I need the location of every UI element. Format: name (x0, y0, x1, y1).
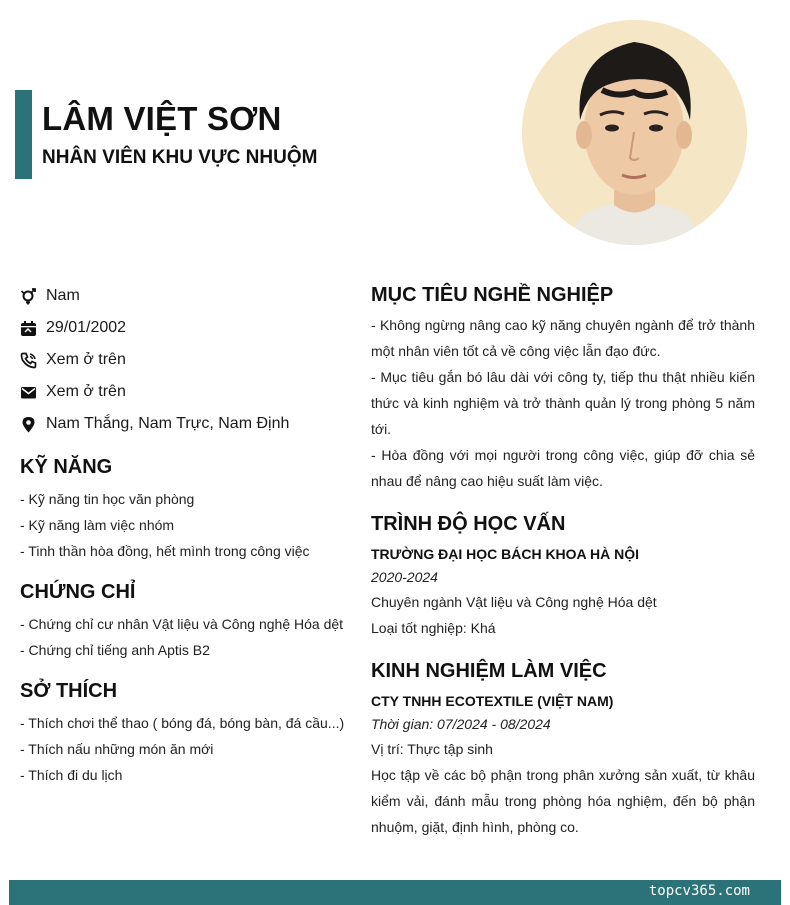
list-item: - Thích đi du lịch (20, 767, 123, 783)
education-grade: Loại tốt nghiệp: Khá (371, 620, 496, 636)
calendar-icon (20, 320, 37, 337)
location-icon (20, 416, 37, 433)
list-item: - Thích nấu những món ăn mới (20, 741, 214, 757)
header-accent-bar (15, 90, 32, 179)
list-item: - Tinh thần hòa đồng, hết mình trong công việc (20, 543, 310, 559)
skills-list (20, 486, 310, 564)
experience-company: CTY TNHH ECOTEXTILE (VIỆT NAM) (371, 693, 614, 709)
contact-email-value: Xem ở trên (46, 383, 126, 400)
education-school: TRƯỜNG ĐẠI HỌC BÁCH KHOA HÀ NỘI (371, 546, 640, 562)
objective-title: MỤC TIÊU NGHỀ NGHIỆP (371, 284, 614, 306)
experience-title: KINH NGHIỆM LÀM VIỆC (371, 660, 607, 682)
contact-phone-value: Xem ở trên (46, 351, 126, 368)
footer-watermark: topcv365.com (648, 883, 750, 899)
objective-paragraph-1: - Không ngừng nâng cao kỹ năng chuyên ngành để trở thành một nhân viên tốt cả về công việc lẫn đạo đức. (371, 317, 755, 359)
skills-title: KỸ NĂNG (20, 456, 113, 478)
hobbies-title: SỞ THÍCH (20, 680, 118, 702)
contact-address (20, 408, 350, 440)
hobbies-list (20, 710, 344, 788)
email-icon (20, 384, 37, 401)
footer-bar (9, 880, 781, 905)
profile-photo (522, 20, 747, 245)
phone-icon (20, 352, 37, 369)
certificates-list (20, 611, 343, 663)
contact-info (20, 280, 350, 440)
contact-birthday (20, 312, 350, 344)
candidate-name: LÂM VIỆT SƠN (42, 100, 282, 137)
contact-gender (20, 280, 350, 312)
certificates-title: CHỨNG CHỈ (20, 581, 136, 603)
list-item: - Kỹ năng tin học văn phòng (20, 491, 195, 507)
contact-phone (20, 344, 350, 376)
list-item: - Chứng chỉ cư nhân Vật liệu và Công nghệ Hóa dệt (20, 616, 344, 632)
education-period: 2020-2024 (371, 569, 438, 585)
education-major: Chuyên ngành Vật liệu và Công nghệ Hóa dệt (371, 594, 657, 610)
contact-address-value: Nam Thắng, Nam Trực, Nam Định (46, 415, 290, 432)
objective-paragraph-2: - Mục tiêu gắn bó lâu dài với công ty, tiếp thu thật nhiều kiến thức và kinh nghiệm và trở thành quản lý trong phòng 5 năm tới. (371, 369, 755, 437)
gender-icon (20, 288, 37, 305)
list-item: - Chứng chỉ tiếng anh Aptis B2 (20, 642, 210, 658)
contact-email (20, 376, 350, 408)
contact-gender-value: Nam (46, 287, 80, 304)
experience-description: Học tập về các bộ phận trong phân xưởng sản xuất, từ khâu kiểm vải, đánh mẫu trong phòng hóa nghiệm, đến bộ phận nhuộm, giặt, định hình, phòng co. (371, 767, 755, 835)
experience-period: Thời gian: 07/2024 - 08/2024 (371, 716, 551, 732)
list-item: - Kỹ năng làm việc nhóm (20, 517, 175, 533)
contact-birthday-value: 29/01/2002 (46, 319, 127, 336)
list-item: - Thích chơi thể thao ( bóng đá, bóng bàn, đá cầu...) (20, 715, 345, 731)
candidate-role: NHÂN VIÊN KHU VỰC NHUỘM (42, 147, 318, 168)
education-title: TRÌNH ĐỘ HỌC VẤN (371, 513, 566, 535)
experience-position: Vị trí: Thực tập sinh (371, 741, 493, 757)
objective-paragraph-3: - Hòa đồng với mọi người trong công việc, giúp đỡ chia sẻ nhau để nâng cao hiệu suất làm việc. (371, 447, 755, 489)
